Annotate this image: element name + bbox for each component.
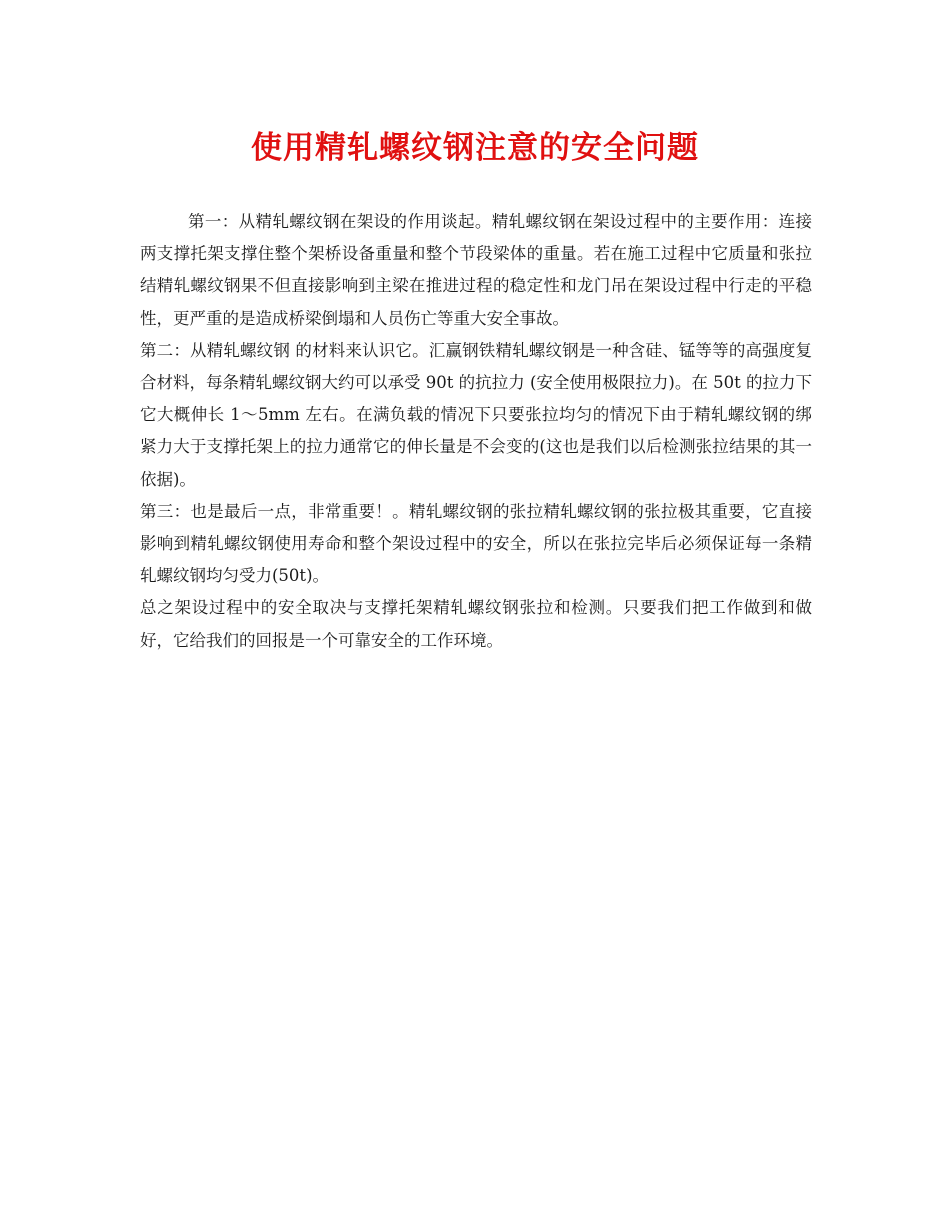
paragraph-third: 第三：也是最后一点，非常重要！。精轧螺纹钢的张拉精轧螺纹钢的张拉极其重要，它直接影响到精轧螺纹钢使用寿命和整个架设过程中的安全，所以在张拉完毕后必须保证每一条精轧螺纹钢均匀受力(50t)。 [140, 501, 812, 586]
paragraph-second: 第二：从精轧螺纹钢 的材料来认识它。汇赢钢铁精轧螺纹钢是一种含硅、锰等等的高强度复合材料，每条精轧螺纹钢大约可以承受 90t 的抗拉力 (安全使用极限拉力)。在 50t 的拉力下它大概伸长 1～5mm 左右。在满负载的情况下只要张拉均匀的情况下由于精轧螺纹钢的绑紧力大于支撑托架上的拉力通常它的伸长量是不会变的(这也是我们以后检测张拉结果的其一依据)。 [140, 340, 812, 489]
paragraph-first: 第一：从精轧螺纹钢在架设的作用谈起。精轧螺纹钢在架设过程中的主要作用：连接两支撑托架支撑住整个架桥设备重量和整个节段梁体的重量。若在施工过程中它质量和张拉结精轧螺纹钢果不但直接影响到主梁在推进过程的稳定性和龙门吊在架设过程中行走的平稳性，更严重的是造成桥梁倒塌和人员伤亡等重大安全事故。 [140, 212, 812, 328]
document-title: 使用精轧螺纹钢注意的安全问题 [251, 130, 699, 166]
paragraph-summary: 总之架设过程中的安全取决与支撑托架精轧螺纹钢张拉和检测。只要我们把工作做到和做好，它给我们的回报是一个可靠安全的工作环境。 [140, 598, 812, 650]
document-body [140, 206, 812, 657]
